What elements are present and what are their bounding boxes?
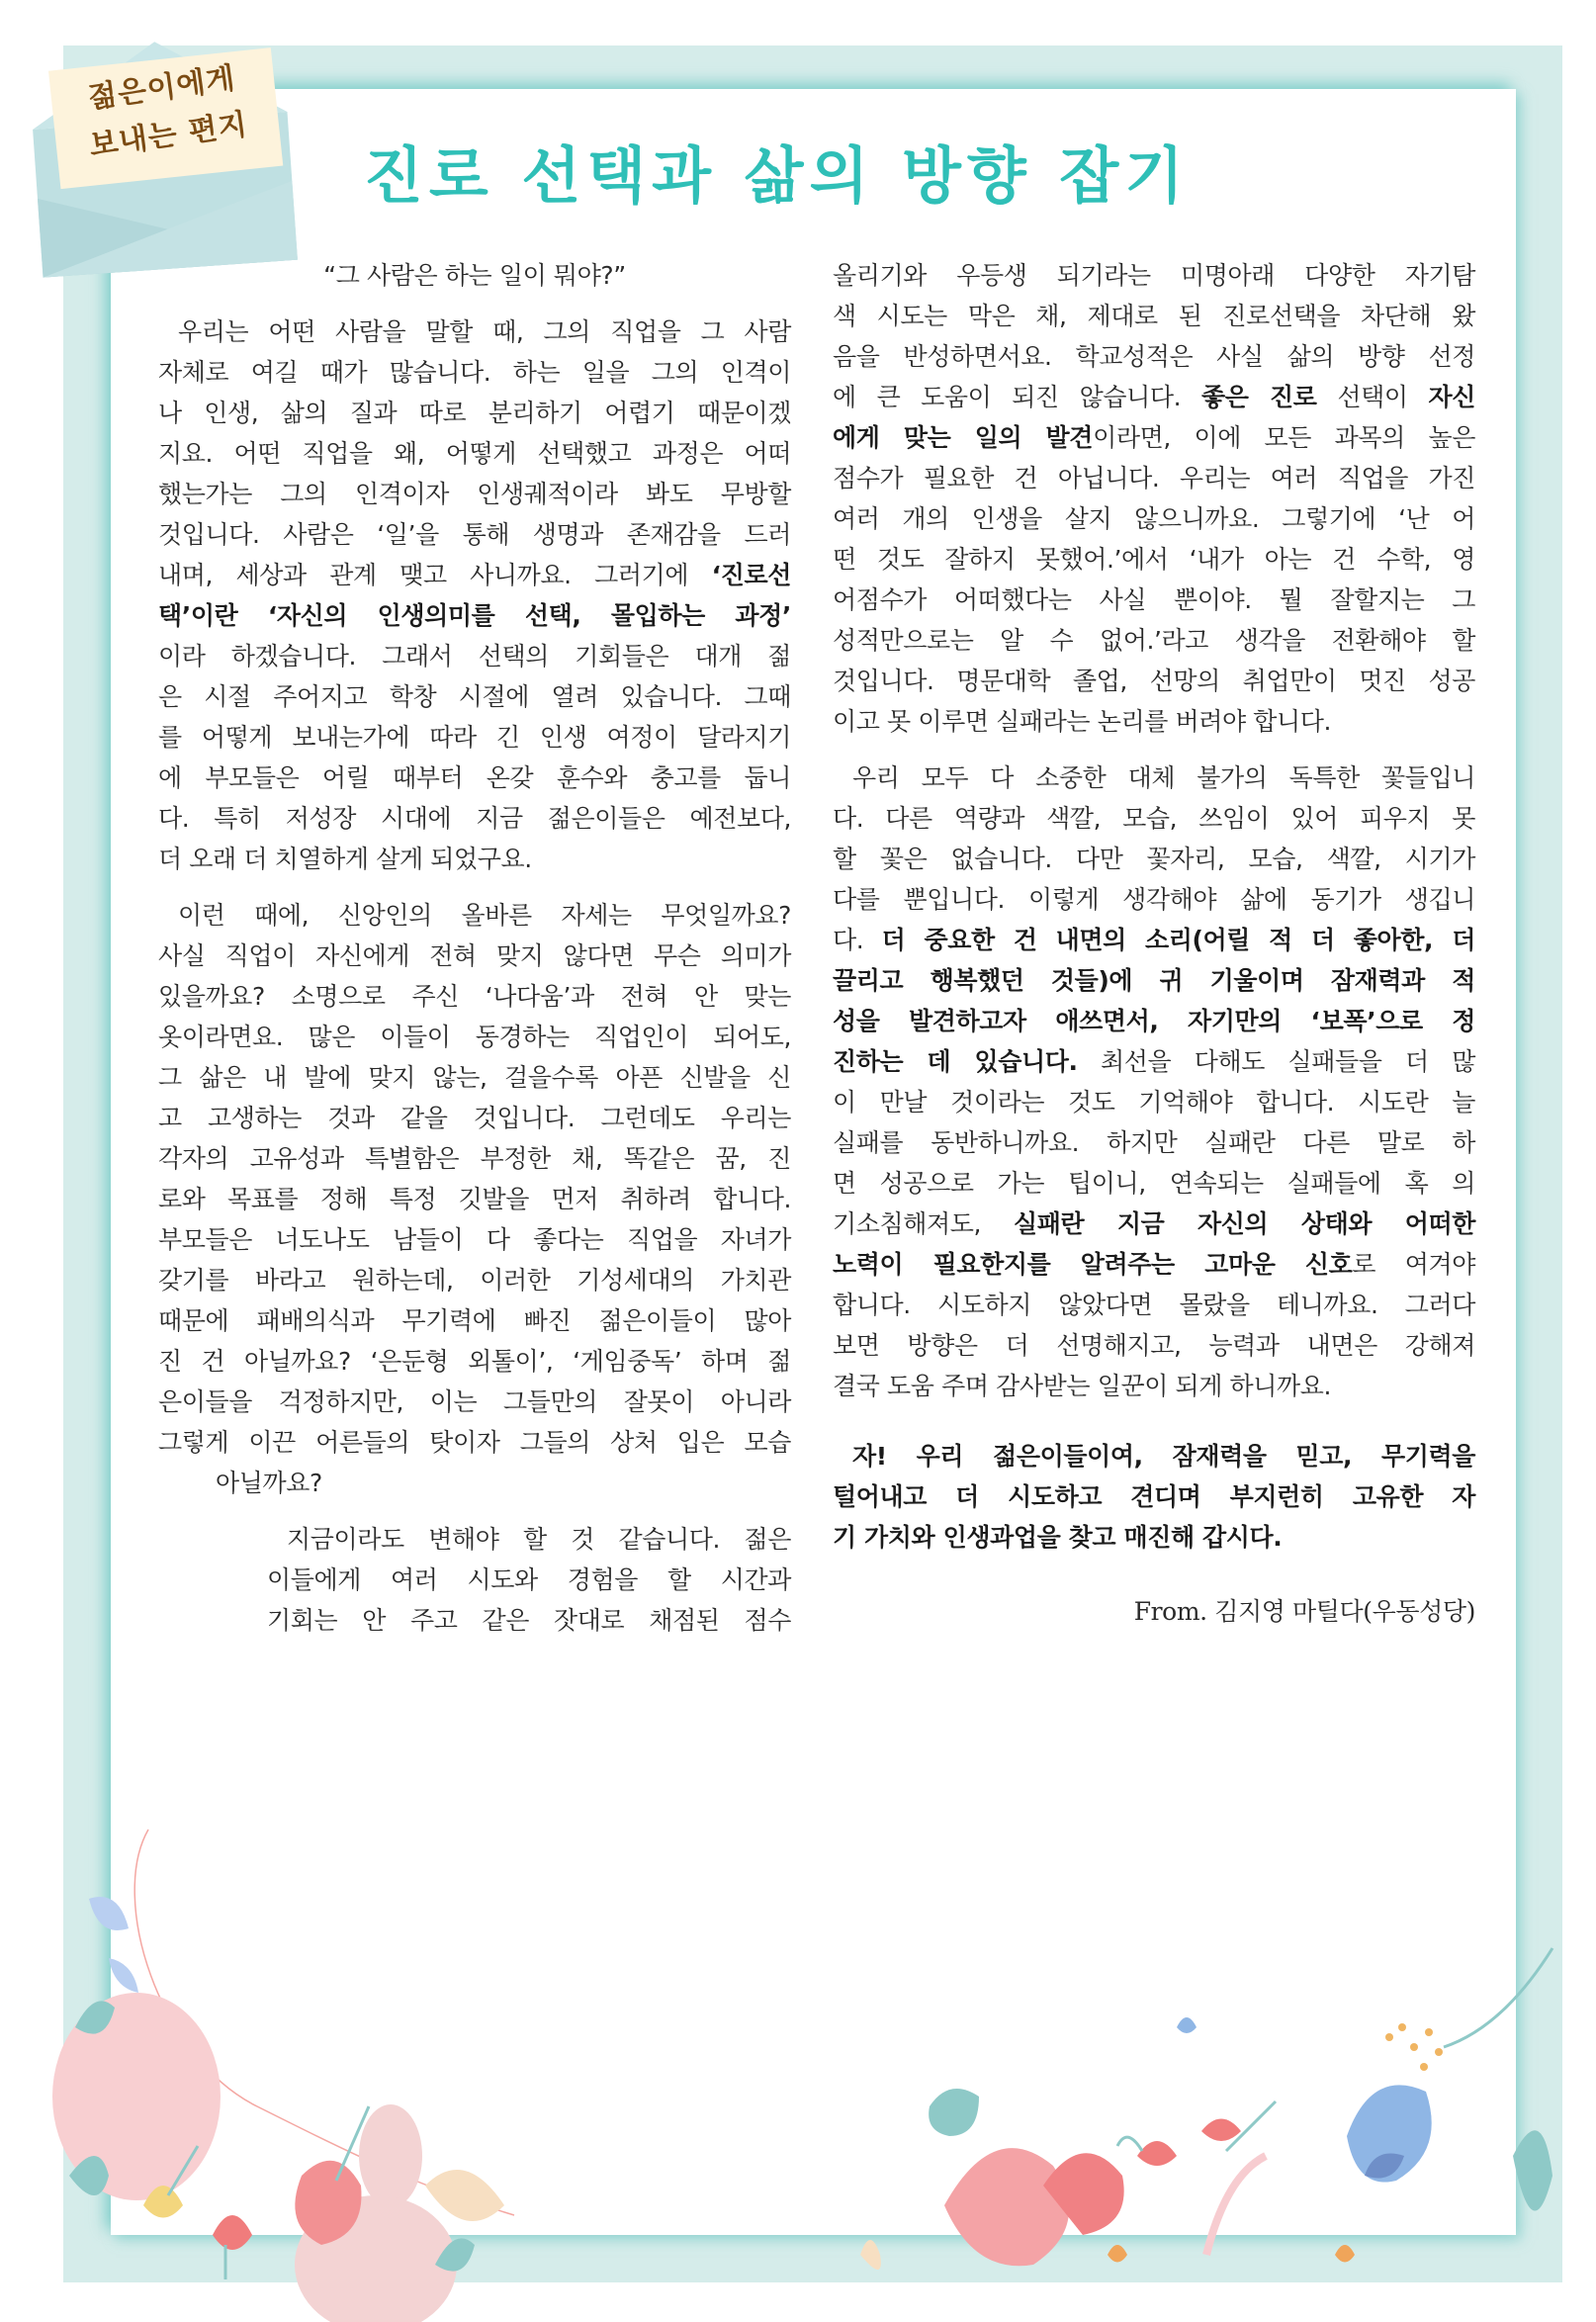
text-line: 면 성공으로 가는 팁이니, 연속되는 실패들에 혹 의 <box>833 1169 1475 1198</box>
text-line: 옷이라면요. 많은 이들이 동경하는 직업인이 되어도, <box>158 1023 791 1051</box>
text-line: 진 건 아닐까요? ‘은둔형 외톨이’, ‘게임중독’ 하며 젊 <box>158 1347 791 1376</box>
text-line: 여러 개의 인생을 살지 않으니까요. 그렇기에 ‘난 어 <box>833 504 1475 533</box>
text-line: 이들에게 여러 시도와 경험을 할 시간과 <box>267 1565 791 1594</box>
badge-line-2: 보내는 편지 <box>87 107 250 164</box>
text-line: 진하는 데 있습니다. 최선을 다해도 실패들을 더 많 <box>833 1047 1475 1076</box>
text-line: 할 꽃은 없습니다. 다만 꽃자리, 모습, 색깔, 시기가 <box>833 845 1475 873</box>
text-line: 있을까요? 소명으로 주신 ‘나다움’과 전혀 안 맞는 <box>158 982 791 1011</box>
text-line: 갖기를 바라고 원하는데, 이러한 기성세대의 가치관 <box>158 1266 791 1295</box>
text-line: 결국 도움 주며 감사받는 일꾼이 되게 하니까요. <box>833 1372 1332 1400</box>
text-line: 노력이 필요한지를 알려주는 고마운 신호로 여겨야 <box>833 1250 1475 1279</box>
text-line: 에 큰 도움이 되진 않습니다. 좋은 진로 선택이 자신 <box>833 383 1475 411</box>
text-line: 음을 반성하면서요. 학교성적은 사실 삶의 방향 선정 <box>833 342 1475 371</box>
bold-text: 좋은 진로 <box>1200 383 1317 411</box>
bold-text: ‘진로선 <box>711 561 791 589</box>
paragraph-2 <box>158 895 791 1503</box>
opening-quote: “그 사람은 하는 일이 뭐야?” <box>323 261 626 290</box>
text-line: 다. 더 중요한 건 내면의 소리(어릴 적 더 좋아한, 더 <box>833 926 1475 954</box>
text-line: 사실 직업이 자신에게 전혀 맞지 않다면 무슨 의미가 <box>158 941 791 970</box>
text-line-bold: 성을 발견하고자 애쓰면서, 자기만의 ‘보폭’으로 정 <box>833 1007 1475 1035</box>
text-line: 지요. 어떤 직업을 왜, 어떻게 선택했고 과정은 어떠 <box>158 439 791 468</box>
text-line: 올리기와 우등생 되기라는 미명아래 다양한 자기탐 <box>833 261 1475 290</box>
text-line: 에 부모들은 어릴 때부터 온갖 훈수와 충고를 둡니 <box>158 763 791 792</box>
paragraph-5 <box>833 758 1475 1406</box>
text-line: 때문에 패배의식과 무기력에 빠진 젊은이들이 많아 <box>158 1306 791 1335</box>
text-line: 아닐까요? <box>216 1469 322 1497</box>
text-line: 실패를 동반하니까요. 하지만 실패란 다른 말로 하 <box>833 1128 1475 1157</box>
badge-line-1: 젊은이에게 <box>86 60 238 117</box>
text-line: 은 시절 주어지고 학창 시절에 열려 있습니다. 그때 <box>158 682 791 711</box>
left-column <box>158 255 791 1641</box>
text-line: 자체로 여길 때가 많습니다. 하는 일을 그의 인격이 <box>158 358 791 387</box>
page-title: 진로 선택과 삶의 방향 잡기 <box>364 139 1191 212</box>
text-line: 부모들은 너도나도 남들이 다 좋다는 직업을 자녀가 <box>158 1225 791 1254</box>
paragraph-4 <box>833 255 1475 742</box>
text-line: 이고 못 이루면 실패라는 논리를 버려야 합니다. <box>833 707 1332 736</box>
bold-text: 더 중요한 건 내면의 소리(어릴 적 더 좋아한, 더 <box>881 926 1475 954</box>
text-line: 를 어떻게 보내는가에 따라 긴 인생 여정이 달라지기 <box>158 723 791 752</box>
text-line: 각자의 고유성과 특별함은 부정한 채, 똑같은 꿈, 진 <box>158 1144 791 1173</box>
text-line: 다. 특히 저성장 시대에 지금 젊은이들은 예전보다, <box>158 804 791 833</box>
text-line: 이 만날 것이라는 것도 기억해야 합니다. 시도란 늘 <box>833 1088 1475 1116</box>
text-line: 보면 방향은 더 선명해지고, 능력과 내면은 강해져 <box>833 1331 1475 1360</box>
right-column <box>833 255 1475 1632</box>
text-line-bold: 털어내고 더 시도하고 견디며 부지런히 고유한 자 <box>833 1482 1475 1511</box>
text-line-bold: 택’이란 ‘자신의 인생의미를 선택, 몰입하는 과정’ <box>158 601 791 630</box>
text-line: 떤 것도 잘하지 못했어.’에서 ‘내가 아는 건 수학, 영 <box>833 545 1475 574</box>
text-line: 우리는 어떤 사람을 말할 때, 그의 직업을 그 사람 <box>178 317 791 346</box>
text-line: 다를 뿐입니다. 이렇게 생각해야 삶에 동기가 생깁니 <box>833 885 1475 914</box>
bold-text: 에게 맞는 일의 발견 <box>833 423 1094 452</box>
text-line: 다. 다른 역량과 색깔, 모습, 쓰임이 있어 피우지 못 <box>833 804 1475 833</box>
text-line: 그렇게 이끈 어른들의 탓이자 그들의 상처 입은 모습 <box>158 1428 791 1457</box>
text-line: 그 삶은 내 발에 맞지 않는, 걸을수록 아픈 신발을 신 <box>158 1063 791 1092</box>
signature: From. 김지영 마틸다(우동성당) <box>1133 1597 1475 1626</box>
bold-text: 진하는 데 있습니다. <box>833 1047 1078 1076</box>
text-line: 것입니다. 명문대학 졸업, 선망의 취업만이 멋진 성공 <box>833 667 1475 695</box>
text-line-bold: 자! 우리 젊은이들이여, 잠재력을 믿고, 무기력을 <box>852 1442 1475 1471</box>
text-line: 기소침해져도, 실패란 지금 자신의 상태와 어떠한 <box>833 1209 1475 1238</box>
text-line: 이런 때에, 신앙인의 올바른 자세는 무엇일까요? <box>178 901 791 930</box>
bold-text: 실패란 지금 자신의 상태와 어떠한 <box>1013 1209 1475 1238</box>
text-line: 더 오래 더 치열하게 살게 되었구요. <box>158 845 532 873</box>
text-line-bold: 기 가치와 인생과업을 찾고 매진해 갑시다. <box>833 1523 1283 1552</box>
text-line: 기회는 안 주고 같은 잣대로 채점된 점수 <box>267 1606 791 1635</box>
paragraph-1 <box>158 312 791 879</box>
text-line-bold: 끌리고 행복했던 것들)에 귀 기울이며 잠재력과 적 <box>833 966 1475 995</box>
text-line: 색 시도는 막은 채, 제대로 된 진로선택을 차단해 왔 <box>833 302 1475 330</box>
closing-paragraph <box>833 1436 1475 1558</box>
bold-text: 노력이 필요한지를 알려주는 고마운 신호 <box>833 1250 1353 1279</box>
text-line: 로와 목표를 정해 특정 깃발을 먼저 취하려 합니다. <box>158 1185 791 1213</box>
text-line: 나 인생, 삶의 질과 따로 분리하기 어렵기 때문이겠 <box>158 399 791 427</box>
text-line: 우리 모두 다 소중한 대체 불가의 독특한 꽃들입니 <box>852 763 1475 792</box>
bold-text: 자신 <box>1428 383 1475 411</box>
text-line: 했는가는 그의 인격이자 인생궤적이라 봐도 무방할 <box>158 480 791 508</box>
text-line: 합니다. 시도하지 않았다면 몰랐을 테니까요. 그러다 <box>833 1291 1475 1319</box>
text-line: 점수가 필요한 건 아닙니다. 우리는 여러 직업을 가진 <box>833 464 1475 492</box>
text-line: 성적만으로는 알 수 없어.’라고 생각을 전환해야 할 <box>833 626 1475 655</box>
text-line: 에게 맞는 일의 발견이라면, 이에 모든 과목의 높은 <box>833 423 1475 452</box>
text-line: 어점수가 어떠했다는 사실 뿐이야. 뭘 잘할지는 그 <box>833 585 1475 614</box>
text-line: 지금이라도 변해야 할 것 같습니다. 젊은 <box>287 1525 791 1554</box>
envelope-badge <box>20 13 303 263</box>
text-line: 내며, 세상과 관계 맺고 사니까요. 그러기에 ‘진로선 <box>158 561 791 589</box>
text-line: 고 고생하는 것과 같을 것입니다. 그런데도 우리는 <box>158 1104 791 1132</box>
paragraph-3 <box>158 1519 791 1641</box>
text-line: 은이들을 걱정하지만, 이는 그들만의 잘못이 아니라 <box>158 1387 791 1416</box>
text-line: 것입니다. 사람은 ‘일’을 통해 생명과 존재감을 드러 <box>158 520 791 549</box>
text-line: 이라 하겠습니다. 그래서 선택의 기회들은 대개 젊 <box>158 642 791 670</box>
